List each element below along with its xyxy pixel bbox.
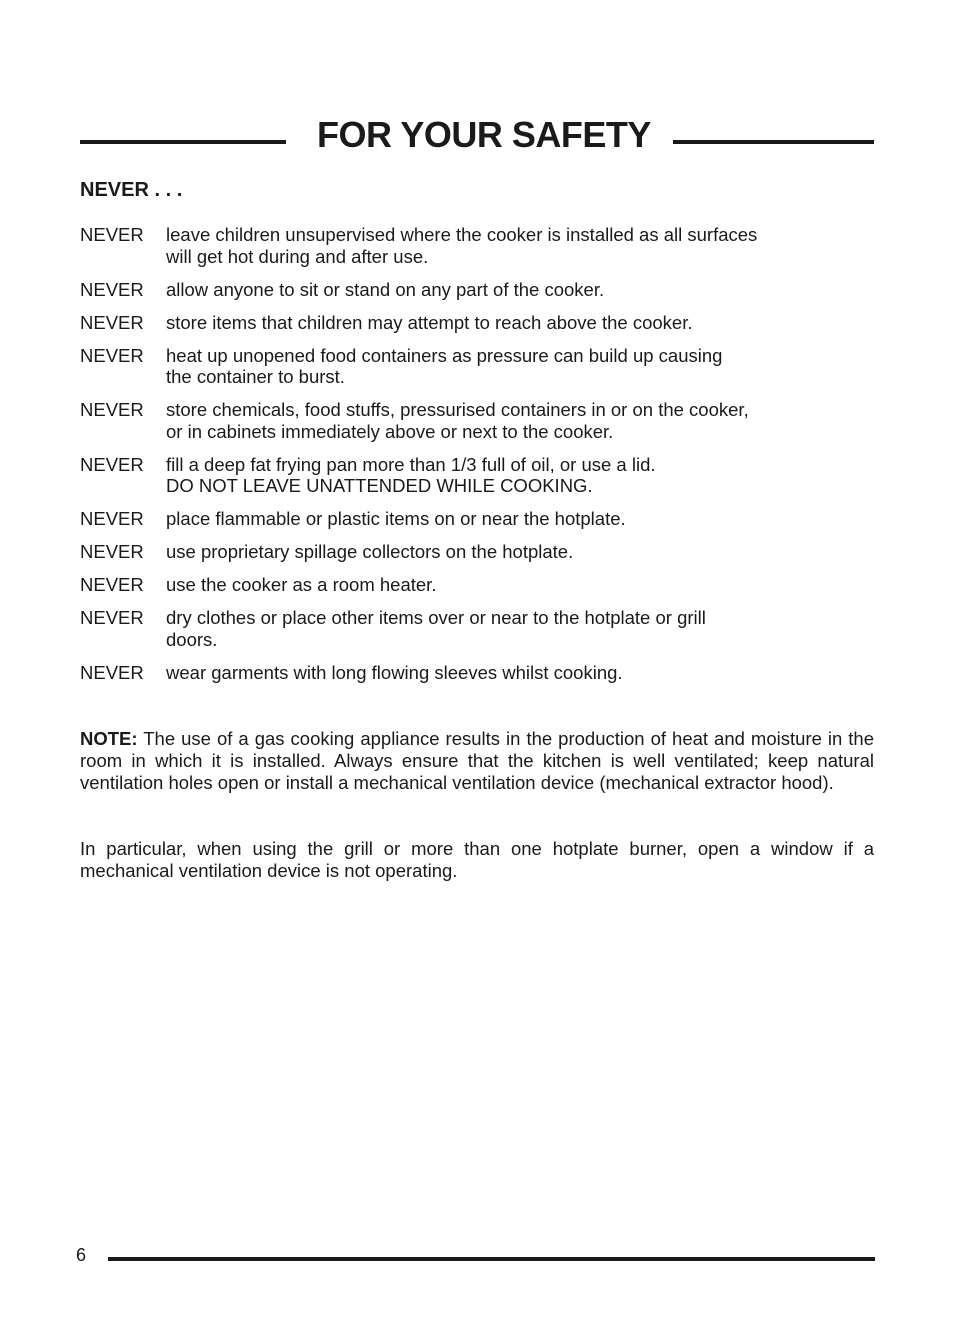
never-text: heat up unopened food containers as pressure can build up causing the container to burst. — [166, 344, 723, 387]
title-rule-left — [80, 140, 286, 144]
never-item — [80, 312, 840, 334]
never-item — [80, 279, 840, 301]
never-text: allow anyone to sit or stand on any part of the cooker. — [166, 278, 605, 300]
never-item — [80, 454, 840, 497]
never-text: store items that children may attempt to reach above the cooker. — [166, 311, 693, 333]
never-word: NEVER — [80, 399, 144, 420]
title-row — [80, 112, 874, 158]
never-text: fill a deep fat frying pan more than 1/3 full of oil, or use a lid. DO NOT LEAVE UNATTENDED WHILE COOKING. — [166, 453, 656, 496]
section-heading: NEVER . . . — [80, 179, 183, 201]
footer-rule — [108, 1257, 875, 1261]
never-item — [80, 541, 840, 563]
note-text: The use of a gas cooking appliance results in the production of heat and moisture in the room in which it is installed. Always ensure that the kitchen is well ventilated; keep natural ventilation holes open or install a mechanical ventilation device (mechanical extractor hood). — [80, 728, 875, 793]
never-item — [80, 508, 840, 530]
never-list — [80, 224, 840, 695]
never-text: use proprietary spillage collectors on the hotplate. — [166, 541, 574, 562]
never-text: leave children unsupervised where the cooker is installed as all surfaces will get hot during and after use. — [166, 224, 758, 267]
never-item — [80, 399, 840, 442]
page-number: 6 — [76, 1245, 87, 1265]
particular-paragraph: In particular, when using the grill or more than one hotplate burner, open a window if a mechanical ventilation device is not operating. — [80, 838, 874, 881]
never-word: NEVER — [80, 661, 144, 683]
never-word: NEVER — [80, 607, 144, 628]
never-item — [80, 662, 840, 684]
note-paragraph — [80, 728, 874, 793]
never-item — [80, 345, 840, 388]
never-text: dry clothes or place other items over or near to the hotplate or grill doors. — [166, 607, 706, 650]
never-word: NEVER — [80, 311, 144, 333]
never-text: place flammable or plastic items on or near the hotplate. — [166, 508, 626, 529]
never-word: NEVER — [80, 541, 144, 562]
never-text: use the cooker as a room heater. — [166, 574, 437, 595]
never-item — [80, 224, 840, 267]
never-word: NEVER — [80, 574, 144, 595]
never-word: NEVER — [80, 453, 144, 475]
never-word: NEVER — [80, 224, 144, 245]
note-label: NOTE: — [80, 728, 138, 749]
page-title: FOR YOUR SAFETY — [317, 114, 651, 155]
never-text: wear garments with long flowing sleeves whilst cooking. — [166, 661, 623, 683]
never-item — [80, 574, 840, 596]
never-item — [80, 607, 840, 650]
never-text: store chemicals, food stuffs, pressurised containers in or on the cooker, or in cabinets immediately above or next to the cooker. — [166, 399, 749, 442]
never-word: NEVER — [80, 508, 144, 529]
never-word: NEVER — [80, 278, 144, 300]
never-word: NEVER — [80, 344, 144, 366]
title-rule-right — [673, 140, 874, 144]
